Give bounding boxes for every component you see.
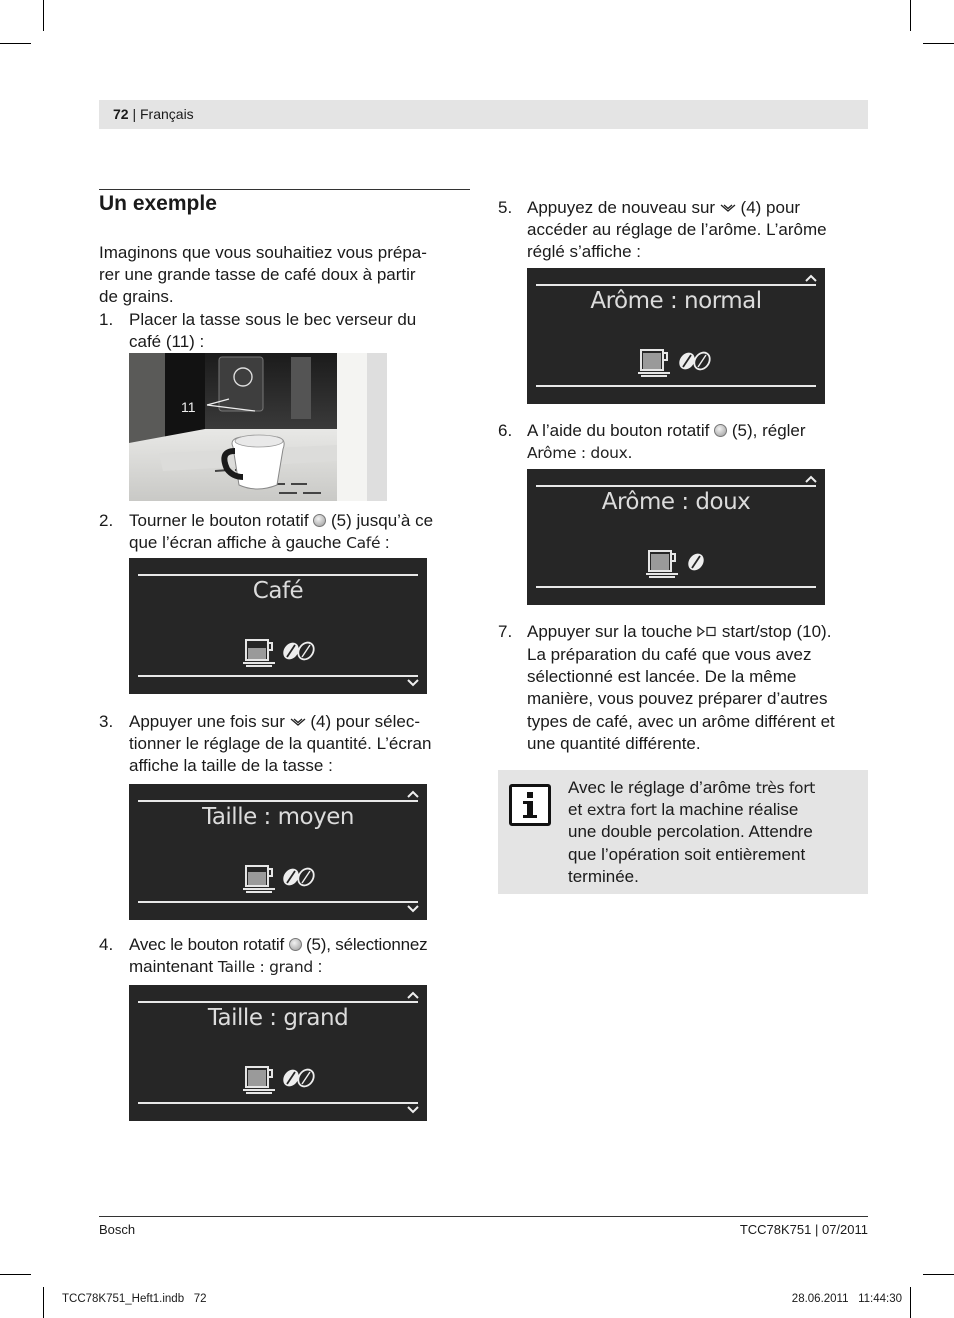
crop-mark <box>0 1274 31 1275</box>
step-text: café (11) : <box>129 332 205 351</box>
step-number: 3. <box>99 712 114 731</box>
step-text: accéder au réglage de l’arôme. L’arôme <box>527 220 827 239</box>
ui-label: Arôme : doux <box>527 444 628 462</box>
step-number: 1. <box>99 310 114 329</box>
step-text: Appuyez de nouveau sur (4) pour <box>527 198 801 217</box>
chevron-up-icon <box>805 274 817 282</box>
rotary-knob-icon <box>714 424 727 437</box>
step-text: Tourner le bouton rotatif (5) jusqu’à ce <box>129 511 434 530</box>
display-line <box>138 675 418 677</box>
cup-icon <box>242 1065 278 1095</box>
ui-label: très fort <box>755 779 816 797</box>
display-screen <box>527 469 825 605</box>
step-text: maintenant Taille : grand : <box>129 957 323 976</box>
crop-mark <box>0 43 31 44</box>
info-icon <box>509 784 551 826</box>
display-label: Taille : moyen <box>202 804 354 830</box>
crop-mark <box>923 1274 954 1275</box>
display-line <box>536 284 816 286</box>
print-slug-file: TCC78K751_Heft1.indb 72 <box>62 1293 207 1305</box>
display-screen <box>129 985 427 1121</box>
page-number: 72 <box>113 106 129 122</box>
rotary-knob-icon <box>313 514 326 527</box>
step-text: réglé s’affiche : <box>527 242 642 261</box>
step-text: Appuyer sur la touche start/stop (10). <box>527 622 832 641</box>
step-text: Avec le bouton rotatif (5), sélectionnez <box>129 935 428 954</box>
step-number: 6. <box>498 421 513 440</box>
step-text: A l’aide du bouton rotatif (5), régler <box>527 421 806 440</box>
step-text: affiche la taille de la tasse : <box>129 756 333 775</box>
section-rule <box>99 189 470 190</box>
rotary-knob-icon <box>289 938 302 951</box>
step-text: types de café, avec un arôme différent et <box>527 712 835 731</box>
step-text: La préparation du café que vous avez <box>527 645 812 664</box>
display-line <box>138 1001 418 1003</box>
crop-mark <box>43 0 44 31</box>
crop-mark <box>910 0 911 31</box>
display-line <box>138 574 418 576</box>
ui-label: Café <box>346 534 381 552</box>
display-label: Arôme : doux <box>601 489 751 515</box>
crop-mark <box>910 1287 911 1318</box>
chevron-up-icon <box>407 790 419 798</box>
print-slug-date: 28.06.2011 11:44:30 <box>791 1293 902 1305</box>
display-line <box>138 901 418 903</box>
info-text: et extra fort la machine réalise <box>568 800 799 819</box>
bean-strength-icon <box>282 640 316 662</box>
step-number: 7. <box>498 622 513 641</box>
step-text: Arôme : doux. <box>527 443 633 462</box>
cup-icon <box>637 348 673 378</box>
info-text: que l’opération soit entièrement <box>568 845 806 864</box>
step-number: 5. <box>498 198 513 217</box>
crop-mark <box>923 43 954 44</box>
bean-strength-icon <box>282 866 316 888</box>
step-text: sélectionné est lancée. De la même <box>527 667 797 686</box>
step-number: 2. <box>99 511 114 530</box>
intro-line: Imaginons que vous souhaitiez vous prépa- <box>99 243 427 262</box>
ui-label: extra fort <box>586 801 657 819</box>
step-text: tionner le réglage de la quantité. L’écran <box>129 734 432 753</box>
intro-line: de grains. <box>99 287 174 306</box>
header-language: Français <box>140 106 194 122</box>
step-text: manière, vous pouvez préparer d’autres <box>527 689 828 708</box>
chevron-up-icon <box>805 475 817 483</box>
step-text: Appuyer une fois sur (4) pour sélec- <box>129 712 420 731</box>
display-label: Arôme : normal <box>590 288 762 314</box>
info-text: une double percolation. Attendre <box>568 822 813 841</box>
down-key-icon <box>290 717 306 727</box>
down-key-icon <box>720 203 736 213</box>
display-screen <box>527 268 825 404</box>
display-line <box>536 586 816 588</box>
cup-icon <box>242 864 278 894</box>
display-screen <box>129 784 427 920</box>
chevron-down-icon <box>407 1106 419 1114</box>
chevron-up-icon <box>407 991 419 999</box>
display-line <box>536 485 816 487</box>
bean-strength-icon <box>678 350 712 372</box>
start-stop-icon <box>697 626 717 637</box>
ui-label: Taille : grand <box>217 958 313 976</box>
info-text: Avec le réglage d’arôme très fort <box>568 778 816 797</box>
footer-model-date: TCC78K751 | 07/2011 <box>739 1222 868 1237</box>
section-title: Un exemple <box>99 192 217 215</box>
footer-rule <box>99 1216 868 1217</box>
display-line <box>138 1102 418 1104</box>
info-text: terminée. <box>568 867 639 886</box>
bean-icon <box>686 551 706 573</box>
display-screen <box>129 558 427 694</box>
display-line <box>138 800 418 802</box>
crop-mark <box>43 1287 44 1318</box>
display-label: Café <box>252 578 304 604</box>
bean-strength-icon <box>282 1067 316 1089</box>
coffee-machine-illustration <box>129 353 387 501</box>
step-number: 4. <box>99 935 114 954</box>
step-text: que l’écran affiche à gauche Café : <box>129 533 390 552</box>
step-text: une quantité différente. <box>527 734 701 753</box>
photo-callout-number: 11 <box>181 399 196 415</box>
page-header <box>99 100 868 129</box>
cup-icon <box>645 549 681 579</box>
chevron-down-icon <box>407 679 419 687</box>
machine-photo <box>129 353 387 501</box>
display-label: Taille : grand <box>207 1005 349 1031</box>
display-line <box>536 385 816 387</box>
step-text: Placer la tasse sous le bec verseur du <box>129 310 417 329</box>
intro-line: rer une grande tasse de café doux à partir <box>99 265 416 284</box>
chevron-down-icon <box>407 905 419 913</box>
header-separator: | <box>128 106 140 122</box>
info-box <box>498 770 868 894</box>
footer-brand: Bosch <box>99 1222 136 1237</box>
cup-icon <box>242 638 278 668</box>
